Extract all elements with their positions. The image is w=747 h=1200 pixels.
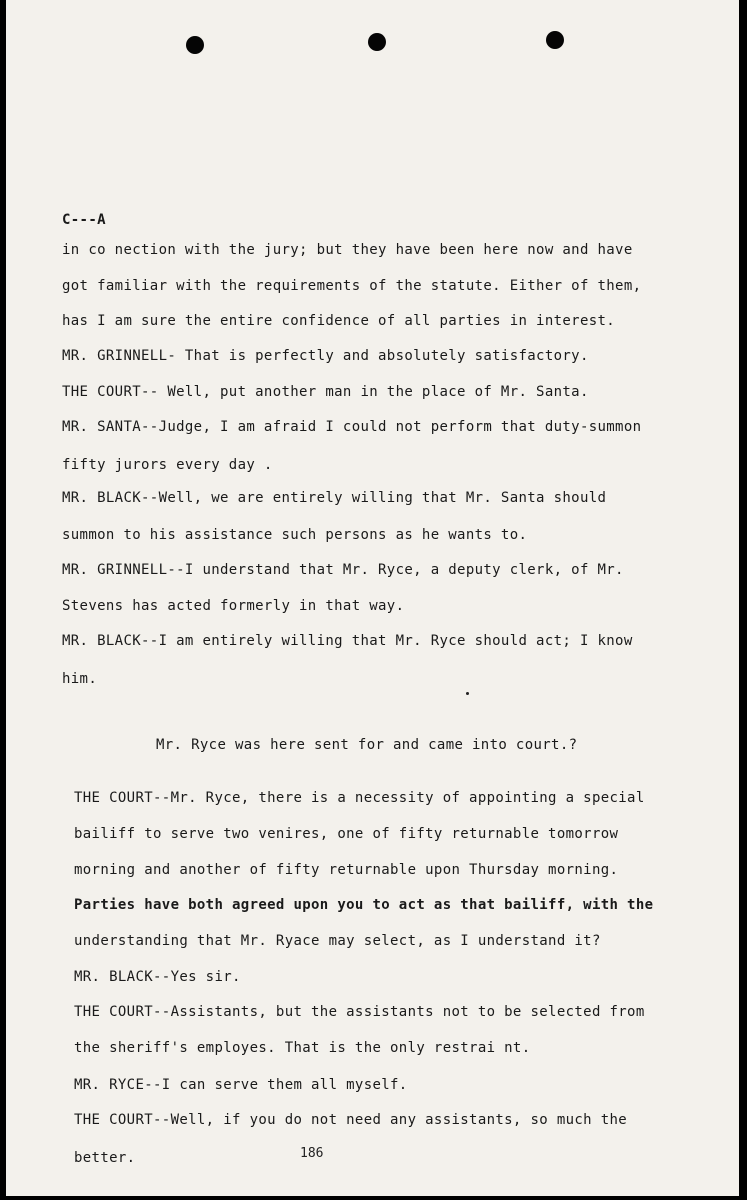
text-line: got familiar with the requirements of the statute. Either of them,	[62, 278, 642, 294]
text-line: MR. GRINNELL--I understand that Mr. Ryce, a deputy clerk, of Mr.	[62, 562, 624, 578]
text-line: THE COURT-- Well, put another man in the place of Mr. Santa.	[62, 384, 589, 400]
text-line: THE COURT--Assistants, but the assistants not to be selected from	[74, 1004, 645, 1020]
text-line: fifty jurors every day .	[62, 457, 273, 473]
text-line: Parties have both agreed upon you to act as that bailiff, with the	[74, 897, 654, 913]
stray-mark	[466, 692, 469, 695]
text-line: THE COURT--Well, if you do not need any assistants, so much the	[74, 1112, 628, 1128]
text-line: MR. SANTA--Judge, I am afraid I could not perform that duty-summon	[62, 419, 642, 435]
text-line: Stevens has acted formerly in that way.	[62, 598, 405, 614]
text-line: in co nection with the jury; but they have been here now and have	[62, 242, 633, 258]
text-line: better.	[74, 1150, 136, 1166]
text-line: morning and another of fifty returnable upon Thursday morning.	[74, 862, 619, 878]
stage-direction: Mr. Ryce was here sent for and came into court.?	[156, 737, 578, 753]
text-line: MR. BLACK--I am entirely willing that Mr. Ryce should act; I know	[62, 633, 633, 649]
text-line: MR. BLACK--Well, we are entirely willing that Mr. Santa should	[62, 490, 607, 506]
document-page	[6, 0, 739, 1196]
text-line: summon to his assistance such persons as he wants to.	[62, 527, 528, 543]
text-line: bailiff to serve two venires, one of fifty returnable tomorrow	[74, 826, 619, 842]
text-line: him.	[62, 671, 98, 687]
punch-hole	[186, 36, 204, 54]
text-line: understanding that Mr. Ryace may select, as I understand it?	[74, 933, 601, 949]
text-line: has I am sure the entire confidence of all parties in interest.	[62, 313, 616, 329]
text-line: MR. RYCE--I can serve them all myself.	[74, 1077, 408, 1093]
text-line: MR. BLACK--Yes sir.	[74, 969, 241, 985]
section-label: C---A	[62, 212, 106, 228]
text-line: the sheriff's employes. That is the only restrai nt.	[74, 1040, 531, 1056]
punch-hole	[546, 31, 564, 49]
text-line: MR. GRINNELL- That is perfectly and absolutely satisfactory.	[62, 348, 589, 364]
punch-hole	[368, 33, 386, 51]
text-line: THE COURT--Mr. Ryce, there is a necessity of appointing a special	[74, 790, 645, 806]
page-number: 186	[300, 1146, 324, 1161]
